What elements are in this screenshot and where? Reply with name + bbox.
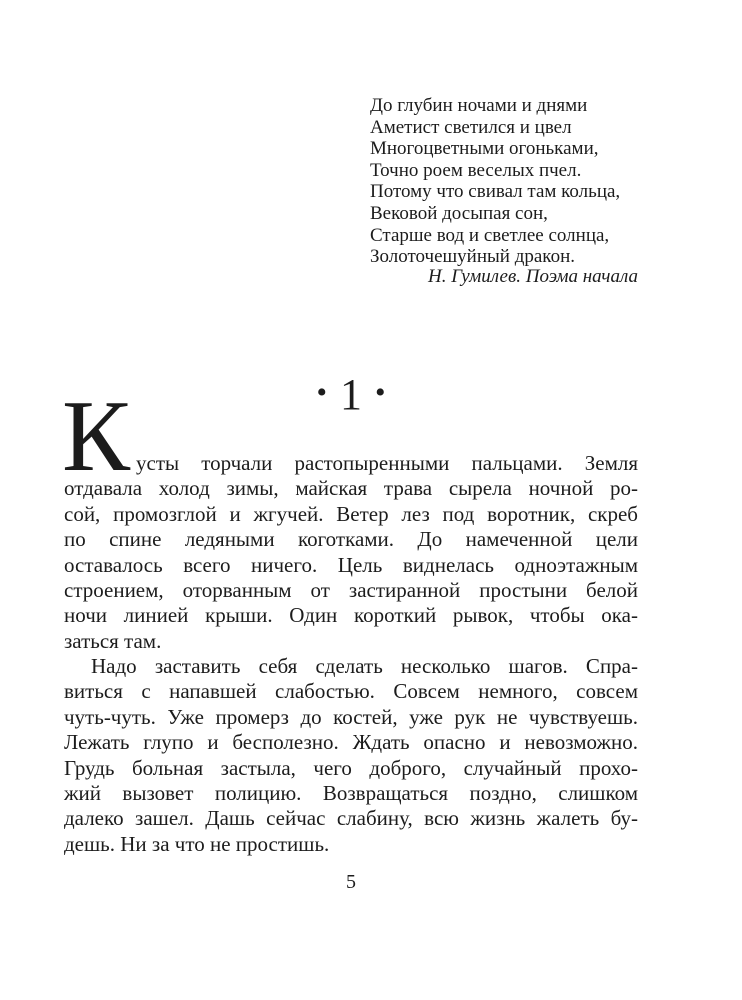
body-line: усты торчали растопыренными пальцами. Земля (136, 451, 638, 475)
paragraph-first-lines (64, 476, 638, 654)
body-line: жий вызовет полицию. Возвращаться поздно, слишком (64, 781, 638, 806)
body-line: дешь. Ни за что не простишь. (64, 831, 330, 856)
body-line: сой, промозглой и жгучей. Ветер лез под воротник, скреб (64, 501, 638, 526)
page-number: 5 (346, 871, 356, 893)
paragraph-second (64, 654, 638, 857)
epigraph-line: До глубин ночами и днями (370, 95, 588, 116)
epigraph-line: Вековой досыпая сон, (370, 202, 548, 224)
body-line: строением, оторванным от застиранной простыни белой (64, 578, 638, 603)
epigraph-poem (370, 95, 620, 268)
epigraph-attribution: Н. Гумилев. Поэма начала (428, 266, 638, 287)
body-line: оставалось всего ничего. Цель виднелась одноэтажным (64, 552, 638, 577)
body-line: далеко зашел. Дашь сейчас слабину, всю жизнь жалеть бу- (64, 806, 638, 831)
epigraph-line: Точно роем веселых пчел. (370, 159, 582, 181)
chapter-heading (64, 371, 638, 417)
body-line: по спине ледяными коготками. До намеченной цели (64, 527, 638, 552)
body-line: виться с напавшей слабостью. Совсем немного, совсем (64, 679, 638, 704)
paragraph-second-lines (64, 654, 638, 857)
epigraph-line: Многоцветными огоньками, (370, 138, 599, 160)
body-line: Грудь больная застыла, чего доброго, случайный прохо- (64, 755, 638, 780)
body-line: ночи линией крыши. Один короткий рывок, чтобы ока- (64, 603, 638, 628)
body-line: заться там. (64, 628, 162, 653)
body-line: чуть-чуть. Уже промерз до костей, уже рук не чувствуешь. (64, 704, 638, 729)
paragraph-first (62, 380, 638, 654)
chapter-ornament-bullet-icon: • (375, 376, 386, 409)
epigraph-line: Аметист светился и цвел (370, 116, 572, 138)
epigraph-line: Золоточешуйный дракон. (370, 246, 575, 268)
body-line: Лежать глупо и бесполезно. Ждать опасно и невозможно. (64, 730, 638, 755)
chapter-ornament-bullet-icon: • (316, 376, 327, 409)
drop-cap-letter: К (62, 380, 131, 493)
chapter-number: 1 (340, 370, 362, 419)
body-line: Надо заставить себя сделать несколько шагов. Спра- (91, 654, 638, 678)
epigraph-line: Потому что свивал там кольца, (370, 181, 621, 203)
body-line: отдавала холод зимы, майская трава сырела ночной ро- (64, 476, 638, 501)
epigraph-line: Старше вод и светлее солнца, (370, 224, 610, 246)
